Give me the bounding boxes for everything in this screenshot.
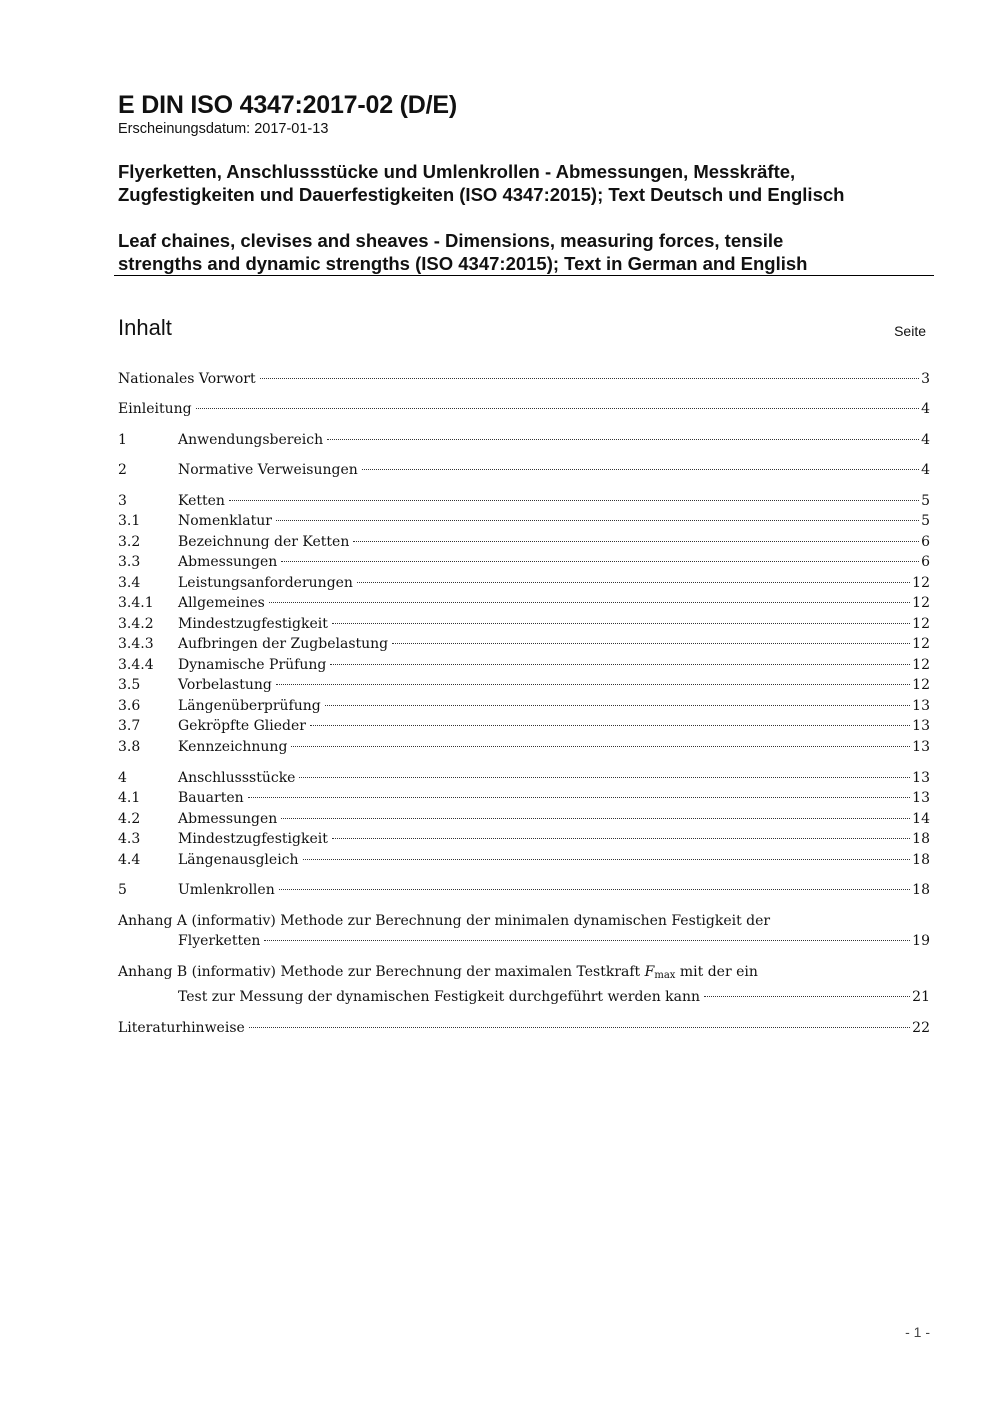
toc-leader-dots: [353, 541, 919, 542]
title-english: [118, 229, 934, 275]
toc-entry-number: 2: [118, 462, 127, 478]
toc-entry[interactable]: [118, 462, 930, 482]
toc-entry-page: 6: [921, 534, 930, 550]
toc-entry-label: Vorbelastung: [178, 677, 272, 693]
toc-leader-dots: [248, 797, 911, 798]
toc-entry-label: Dynamische Prüfung: [178, 657, 327, 673]
toc-entry-label: Bauarten: [178, 790, 244, 806]
document-id: E DIN ISO 4347:2017-02 (D/E): [118, 91, 457, 119]
toc-leader-dots: [291, 746, 910, 747]
toc-leader-dots: [229, 500, 919, 501]
toc-entry-page: 6: [921, 554, 930, 570]
toc-entry-label: Abmessungen: [178, 811, 278, 827]
toc-leader-dots: [332, 838, 910, 839]
toc-leader-dots: [269, 602, 910, 603]
toc-leader-dots: [196, 408, 920, 409]
toc-entry-label: Abmessungen: [178, 554, 278, 570]
toc-entry-number: 4.1: [118, 790, 141, 806]
toc-entry[interactable]: [118, 534, 930, 554]
toc-entry-number: 4.2: [118, 811, 141, 827]
toc-leader-dots: [281, 818, 910, 819]
toc-entry[interactable]: [118, 493, 930, 513]
toc-leader-dots: [325, 705, 910, 706]
toc-entry-label: Aufbringen der Zugbelastung: [178, 636, 389, 652]
toc-entry-page: 5: [921, 493, 930, 509]
toc-entry-number: 3.6: [118, 698, 141, 714]
toc-entry[interactable]: [118, 852, 930, 872]
toc-entry[interactable]: [118, 636, 930, 656]
toc-title: Inhalt: [118, 315, 172, 340]
toc-entry-page: 13: [912, 790, 930, 806]
toc-bibliography[interactable]: [118, 1020, 930, 1040]
toc-entry-page: 18: [912, 831, 930, 847]
toc-entry-page: 14: [912, 811, 930, 827]
toc-leader-dots: [276, 684, 910, 685]
toc-entry-number: 3.8: [118, 739, 141, 755]
toc-leader-dots: [260, 378, 920, 379]
toc-entry-page: 4: [921, 401, 930, 417]
toc-entry-label: Mindestzugfestigkeit: [178, 831, 328, 847]
toc-page-column-label: Seite: [894, 323, 926, 339]
title-english-line-2: strengths and dynamic strengths (ISO 4347:2015); Text in German and English: [118, 253, 808, 274]
toc-entry-number: 3.4: [118, 575, 141, 591]
toc-entry-label: Nomenklatur: [178, 513, 272, 529]
toc-entry-label: Test zur Messung der dynamischen Festigkeit durchgeführt werden kann: [178, 989, 701, 1005]
toc-entry[interactable]: [118, 831, 930, 851]
toc-entry[interactable]: [118, 677, 930, 697]
toc-entry[interactable]: [118, 770, 930, 790]
title-german: [118, 160, 934, 206]
toc-entry-label: Allgemeines: [178, 595, 265, 611]
toc-entry-label: Einleitung: [118, 401, 192, 417]
page-number: - 1 -: [905, 1324, 930, 1340]
toc-entry-label: Literaturhinweise: [118, 1020, 245, 1036]
toc-annex-a-line-1[interactable]: Anhang A (informativ) Methode zur Berechnung der minimalen dynamischen Festigkeit der: [118, 913, 771, 929]
toc-entry[interactable]: [118, 371, 930, 391]
toc-entry-page: 13: [912, 698, 930, 714]
toc-entry[interactable]: [118, 811, 930, 831]
title-divider: [114, 275, 934, 276]
toc-annex-b-line-1[interactable]: [118, 964, 930, 984]
toc-leader-dots: [299, 777, 910, 778]
toc-entry-label: Normative Verweisungen: [178, 462, 358, 478]
toc-entry-label: Bezeichnung der Ketten: [178, 534, 350, 550]
toc-entry-page: 12: [912, 677, 930, 693]
toc-leader-dots: [330, 664, 910, 665]
toc-entry-number: 3.4.4: [118, 657, 154, 673]
toc-entry-page: 12: [912, 595, 930, 611]
toc-entry-label: Kennzeichnung: [178, 739, 288, 755]
toc-entry-number: 1: [118, 432, 127, 448]
toc-leader-dots: [704, 996, 910, 997]
toc-annex-a[interactable]: [118, 933, 930, 953]
toc-entry-number: 5: [118, 882, 127, 898]
toc-leader-dots: [276, 520, 919, 521]
toc-leader-dots: [362, 469, 919, 470]
toc-entry[interactable]: [118, 432, 930, 452]
toc-annex-b[interactable]: [118, 989, 930, 1009]
toc-entry-label: Umlenkrollen: [178, 882, 275, 898]
toc-entry-number: 3.1: [118, 513, 141, 529]
toc-entry-page: 13: [912, 739, 930, 755]
toc-entry-label: Anschlussstücke: [178, 770, 296, 786]
toc-leader-dots: [332, 623, 910, 624]
toc-leader-dots: [327, 439, 919, 440]
title-english-line-1: Leaf chaines, clevises and sheaves - Dimensions, measuring forces, tensile: [118, 230, 784, 251]
toc-entry-page: 13: [912, 770, 930, 786]
toc-heading: [118, 315, 926, 341]
toc-annex-b-text-post: mit der ein: [675, 964, 758, 980]
toc-entry-page: 18: [912, 852, 930, 868]
toc-annex-b-subscript: max: [654, 970, 676, 981]
toc-entry-page: 4: [921, 432, 930, 448]
publication-date: Erscheinungsdatum: 2017-01-13: [118, 121, 329, 137]
toc-entry-label: Längenausgleich: [178, 852, 299, 868]
toc-entry[interactable]: [118, 401, 930, 421]
toc-entry-number: 3: [118, 493, 127, 509]
toc-entry[interactable]: [118, 790, 930, 810]
toc-entry-label: Gekröpfte Glieder: [178, 718, 306, 734]
toc-entry-number: 3.4.1: [118, 595, 154, 611]
toc-leader-dots: [357, 582, 910, 583]
toc-entry[interactable]: [118, 575, 930, 595]
toc-entry[interactable]: [118, 882, 930, 902]
toc-entry-number: 3.2: [118, 534, 141, 550]
toc-entry[interactable]: [118, 513, 930, 533]
toc-entry-label: Leistungsanforderungen: [178, 575, 353, 591]
toc-entry-number: 3.5: [118, 677, 141, 693]
toc-entry-page: 22: [912, 1020, 930, 1036]
toc-entry-page: 5: [921, 513, 930, 529]
toc-leader-dots: [392, 643, 910, 644]
toc-entry[interactable]: [118, 718, 930, 738]
toc-leader-dots: [279, 889, 910, 890]
toc-entry-page: 18: [912, 882, 930, 898]
toc-entry-number: 4: [118, 770, 127, 786]
toc-leader-dots: [303, 859, 911, 860]
toc-entry-label: Nationales Vorwort: [118, 371, 256, 387]
toc-entry-page: 13: [912, 718, 930, 734]
toc-entry-page: 19: [912, 933, 930, 949]
toc-entry-page: 12: [912, 657, 930, 673]
toc-entry[interactable]: [118, 554, 930, 574]
toc-entry[interactable]: [118, 698, 930, 718]
toc-entry-number: 4.4: [118, 852, 141, 868]
toc-entry-number: 3.4.3: [118, 636, 154, 652]
toc-leader-dots: [281, 561, 919, 562]
toc-annex-b-variable: F: [644, 964, 655, 980]
toc-entry[interactable]: [118, 657, 930, 677]
title-german-line-2: Zugfestigkeiten und Dauerfestigkeiten (ISO 4347:2015); Text Deutsch und Englisch: [118, 184, 845, 205]
toc-leader-dots: [310, 725, 910, 726]
toc-entry-page: 3: [921, 371, 930, 387]
toc-entry-page: 12: [912, 616, 930, 632]
toc-entry-number: 4.3: [118, 831, 141, 847]
toc-entry-number: 3.4.2: [118, 616, 154, 632]
toc-leader-dots: [249, 1027, 910, 1028]
toc-entry-number: 3.7: [118, 718, 141, 734]
toc-entry-page: 12: [912, 636, 930, 652]
toc-entry-label: Anwendungsbereich: [178, 432, 324, 448]
toc-entry[interactable]: [118, 739, 930, 759]
toc-entry-label: Flyerketten: [178, 933, 261, 949]
toc-entry[interactable]: [118, 595, 930, 615]
toc-entry-number: 3.3: [118, 554, 141, 570]
title-german-line-1: Flyerketten, Anschlussstücke und Umlenkrollen - Abmessungen, Messkräfte,: [118, 161, 796, 182]
toc-entry-label: Mindestzugfestigkeit: [178, 616, 328, 632]
toc-entry-page: 21: [912, 989, 930, 1005]
toc-entry[interactable]: [118, 616, 930, 636]
toc-annex-b-text-pre: Anhang B (informativ) Methode zur Berechnung der maximalen Testkraft: [118, 964, 645, 980]
toc-entry-label: Ketten: [178, 493, 225, 509]
toc-leader-dots: [264, 940, 910, 941]
toc-entry-page: 4: [921, 462, 930, 478]
toc-entry-label: Längenüberprüfung: [178, 698, 321, 714]
toc-entry-page: 12: [912, 575, 930, 591]
